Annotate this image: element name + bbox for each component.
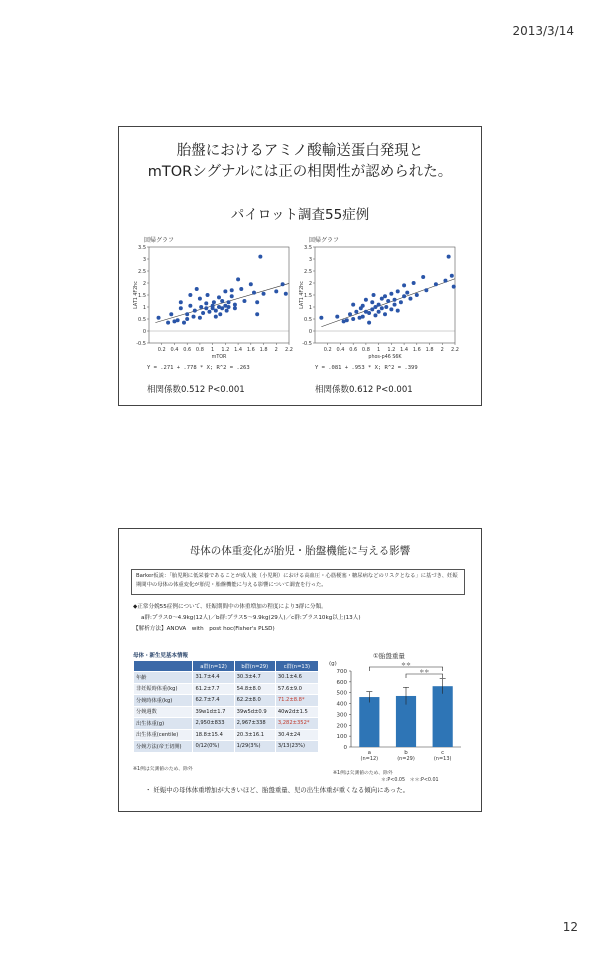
plot2-data-point [351, 303, 355, 307]
plot1-data-point [230, 294, 234, 298]
bar-category-label: b [404, 750, 408, 756]
plot2-data-point [361, 304, 365, 308]
method-line-3: 【解析方法】ANOVA with post hoc(Fisher's PLSD) [133, 626, 275, 632]
slide-2 [118, 528, 482, 812]
table-row [134, 729, 319, 741]
slide1-subtitle: パイロット調査55症例 [230, 207, 370, 223]
plot2-data-point [452, 285, 456, 289]
plot1-data-point [195, 287, 199, 291]
plot1-data-point [255, 312, 259, 316]
plot2-y-tick-label: 1 [308, 304, 312, 311]
plot1-y-tick-label: 2 [142, 280, 146, 287]
method-line-2: a群:プラス0～4.9kg(12人)／b群:プラス5～9.9kg(29人)／c群:プラス10kg以上(13人) [141, 615, 361, 621]
plot1-data-point [227, 300, 231, 304]
table-header-cell: a群(n=12) [193, 661, 234, 672]
chart-note-exclusion: ※1例は欠測値のため、除外 [333, 771, 393, 776]
table-header-cell: c群(n=13) [275, 661, 318, 672]
plot2-y-tick-label: -0.5 [302, 340, 312, 347]
maternal-neonatal-table [133, 660, 319, 753]
plot2-y-tick-label: 3.5 [304, 244, 312, 251]
plot2-data-point [399, 300, 403, 304]
plot2-data-point [396, 309, 400, 313]
plot1-y-tick-label: 0.5 [138, 316, 146, 323]
plot1-data-point [179, 306, 183, 310]
plot2-data-point [389, 292, 393, 296]
plot1-x-axis-label: mTOR [211, 355, 227, 360]
plot2-data-point [443, 279, 447, 283]
plot1-data-point [236, 277, 240, 281]
plot1-data-point [274, 289, 278, 293]
table-cell: 62.2±8.0 [234, 695, 275, 707]
plot2-data-point [380, 297, 384, 301]
bar-chart-title-text: ①胎盤重量 [373, 652, 405, 660]
plot1-data-point [255, 300, 259, 304]
plot1-data-point [252, 291, 256, 295]
table-cell: 71.2±8.8* [275, 695, 318, 707]
plot2-x-axis-label: phos-p46 S6K [368, 355, 402, 360]
bar-y-tick-label: 700 [336, 669, 347, 675]
plot1-y-tick-label: -0.5 [136, 340, 146, 347]
plot2-data-point [386, 299, 390, 303]
plot2-x-tick-label: 2 [440, 347, 444, 353]
plot2-x-tick-label: 0.6 [349, 347, 358, 353]
plot2-data-point [434, 282, 438, 286]
table-row-label: 出生体重(g) [134, 718, 193, 730]
plot1-data-point [188, 293, 192, 297]
plot2-data-point [348, 312, 352, 316]
plot1-data-point [176, 318, 180, 322]
plot2-data-point [370, 307, 374, 311]
header-date: 2013/3/14 [512, 24, 574, 38]
plot1-data-point [199, 305, 203, 309]
plot1-data-point [218, 312, 222, 316]
plot2-data-point [361, 315, 365, 319]
plot1-p-value: P<0.001 [208, 385, 245, 395]
plot2-p-value: P<0.001 [376, 385, 413, 395]
plot2-x-tick-label: 0.4 [336, 347, 345, 353]
plot2-y-tick-label: 1.5 [304, 292, 312, 299]
plot1-data-point [185, 317, 189, 321]
plot1-y-tick-label: 2.5 [138, 268, 146, 275]
plot2-data-point [421, 275, 425, 279]
bar-y-tick-label: 600 [336, 679, 347, 686]
plot1-data-point [249, 282, 253, 286]
plot1-data-point [166, 321, 170, 325]
plot2-data-point [354, 310, 358, 314]
table-cell: 2,950±833 [193, 718, 234, 730]
plot1-data-point [284, 292, 288, 296]
plot1-data-point [223, 289, 227, 293]
plot1-x-tick-label: 1.2 [221, 347, 230, 353]
plot2-data-point [424, 288, 428, 292]
plot2-data-point [450, 274, 454, 278]
plot1-x-tick-label: 2 [274, 347, 278, 353]
table-header-cell [134, 661, 193, 672]
table-cell: 40w2d±1.5 [275, 706, 318, 718]
bar-y-unit: (g) [329, 661, 337, 667]
table-header-cell: b群(n=29) [234, 661, 275, 672]
slide2-title: 母体の体重変化が胎児・胎盤機能に与える影響 [189, 545, 411, 557]
bar-a [359, 697, 379, 747]
significance-label: ＊＊ [400, 662, 412, 668]
scatter-plot-mtor [133, 241, 293, 363]
table-cell: 31.7±4.4 [193, 672, 234, 684]
plot1-x-tick-label: 1.8 [259, 347, 268, 353]
chart-note-significance: ＊:P<0.05 ＊＊:P<0.01 [381, 778, 439, 783]
bar-y-tick-label: 0 [343, 745, 347, 751]
table-row-label: 非妊娠時体重(kg) [134, 683, 193, 695]
plot2-x-tick-label: 2.2 [451, 347, 459, 353]
plot2-data-point [389, 307, 393, 311]
plot2-x-tick-label: 1 [377, 347, 381, 353]
plot2-data-point [393, 298, 397, 302]
plot2-x-tick-label: 1.6 [412, 347, 421, 353]
plot2-formula: Y = .081 + .953 * X; R^2 = .399 [315, 365, 418, 371]
plot2-data-point [415, 293, 419, 297]
table-row [134, 683, 319, 695]
plot1-data-point [220, 299, 224, 303]
plot1-y-tick-label: 1.5 [138, 292, 146, 299]
plot2-data-point [345, 318, 349, 322]
plot1-data-point [214, 315, 218, 319]
bar-y-tick-label: 200 [336, 723, 347, 730]
bar-category-label: c [441, 750, 445, 756]
plot1-data-point [188, 304, 192, 308]
bar-category-n: (n=13) [433, 756, 452, 762]
plot1-x-tick-label: 1.6 [246, 347, 255, 353]
plot2-data-point [319, 316, 323, 320]
plot1-y-tick-label: 3 [142, 256, 146, 263]
plot1-y-tick-label: 0 [142, 328, 146, 335]
plot2-y-tick-label: 3 [308, 256, 312, 263]
plot2-data-point [393, 303, 397, 307]
plot1-x-tick-label: 0.4 [170, 347, 179, 353]
method-line-1: ◆正常分娩55症例について、妊娠期間中の体重増加の程度により3群に分類。 [133, 604, 327, 610]
plot1-y-tick-label: 3.5 [138, 244, 146, 251]
plot2-x-tick-label: 0.8 [361, 347, 370, 353]
plot1-data-point [233, 303, 237, 307]
plot2-corr-value: 相関係数0.612 [315, 385, 374, 395]
plot1-x-tick-label: 0.6 [183, 347, 192, 353]
plot1-data-point [281, 282, 285, 286]
plot2-data-point [447, 255, 451, 259]
plot1-x-tick-label: 1 [211, 347, 215, 353]
plot2-x-tick-label: 0.2 [323, 347, 332, 353]
plot2-data-point [364, 298, 368, 302]
table-cell: 39w5d±0.9 [234, 706, 275, 718]
scatter-plot-s6k [299, 241, 459, 363]
placenta-weight-bar-chart [319, 657, 469, 767]
plot2-x-tick-label: 1.8 [425, 347, 434, 353]
plot2-data-point [383, 294, 387, 298]
bar-y-tick-label: 100 [336, 734, 347, 741]
plot2-data-point [405, 291, 409, 295]
table-row [134, 741, 319, 753]
page-number: 12 [562, 920, 578, 934]
plot1-plot-frame [149, 247, 289, 343]
plot2-data-point [377, 310, 381, 314]
plot2-data-point [370, 300, 374, 304]
table-row [134, 718, 319, 730]
bar-category-n: (n=12) [360, 756, 379, 762]
plot1-data-point [204, 301, 208, 305]
plot1-data-point [220, 306, 224, 310]
table-cell: 54.8±8.0 [234, 683, 275, 695]
plot2-data-point [351, 317, 355, 321]
table-cell: 3/13(23%) [275, 741, 318, 753]
plot2-data-point [367, 321, 371, 325]
plot1-correlation [147, 383, 245, 395]
table-caption: 母体・新生児基本情報 [133, 653, 189, 659]
plot2-data-point [377, 303, 381, 307]
table-row-label: 分娩時体重(kg) [134, 695, 193, 707]
plot1-data-point [230, 288, 234, 292]
table-cell: 2,967±338 [234, 718, 275, 730]
plot1-data-point [207, 310, 211, 314]
plot2-data-point [408, 297, 412, 301]
plot1-data-point [198, 316, 202, 320]
plot1-data-point [258, 255, 262, 259]
table-cell: 62.7±7.4 [193, 695, 234, 707]
plot1-data-point [169, 312, 173, 316]
bar-y-tick-label: 300 [336, 712, 347, 719]
plot2-title: 回帰グラフ [309, 237, 340, 244]
plot1-data-point [179, 300, 183, 304]
slide1-title-line1: 胎盤におけるアミノ酸輸送蛋白発現と [176, 143, 424, 159]
table-cell: 30.1±4.6 [275, 672, 318, 684]
plot2-y-axis-label: LAT1 4F2hc [300, 281, 305, 309]
bar-c [433, 686, 453, 747]
plot2-y-tick-label: 0 [308, 328, 312, 335]
table-cell: 39w1d±1.7 [193, 706, 234, 718]
table-row-label: 分娩週数 [134, 706, 193, 718]
table-row-label: 年齢 [134, 672, 193, 684]
plot1-x-tick-label: 1.4 [234, 347, 243, 353]
bar-y-tick-label: 500 [336, 690, 347, 697]
plot1-data-point [206, 293, 210, 297]
plot1-data-point [192, 315, 196, 319]
plot2-data-point [383, 312, 387, 316]
plot2-data-point [372, 293, 376, 297]
plot2-data-point [335, 315, 339, 319]
slide1-title [119, 141, 481, 183]
plot1-data-point [182, 321, 186, 325]
plot1-y-axis-label: LAT1 4F2hc [134, 281, 139, 309]
plot1-title: 回帰グラフ [144, 237, 175, 244]
plot2-y-tick-label: 2.5 [304, 268, 312, 275]
plot1-data-point [185, 312, 189, 316]
plot1-data-point [233, 306, 237, 310]
plot1-corr-value: 相関係数0.512 [147, 385, 206, 395]
bar-category-n: (n=29) [397, 756, 415, 762]
conclusion-text: ・ 妊娠中の母体体重増加が大きいほど、胎盤重量、児の出生体重が重くなる傾向にあった。 [145, 786, 409, 794]
plot1-data-point [225, 309, 229, 313]
plot1-x-tick-label: 0.8 [195, 347, 204, 353]
bar-category-label: a [367, 750, 372, 756]
plot1-data-point [193, 309, 197, 313]
bar-y-tick-label: 400 [336, 701, 347, 708]
plot1-data-point [204, 306, 208, 310]
plot1-data-point [157, 316, 161, 320]
plot2-data-point [373, 305, 377, 309]
table-row [134, 672, 319, 684]
table-cell: 18.8±15.4 [193, 729, 234, 741]
plot2-x-tick-label: 1.2 [387, 347, 396, 353]
plot1-regression-line [155, 283, 289, 322]
plot2-data-point [373, 313, 377, 317]
plot2-data-point [402, 294, 406, 298]
plot1-y-tick-label: 1 [142, 304, 146, 311]
table-cell: 0/12(0%) [193, 741, 234, 753]
table-cell: 1/29(3%) [234, 741, 275, 753]
plot1-data-point [201, 311, 205, 315]
plot2-data-point [412, 281, 416, 285]
table-header-row [134, 661, 319, 672]
table-cell: 30.4±24 [275, 729, 318, 741]
plot1-data-point [212, 300, 216, 304]
barker-hypothesis-box: Barker仮説：「胎児期に低栄養であることが成人後（小児期）における高血圧・心筋梗塞・糖尿病などのリスクとなる」に基づき、妊娠期間中の母体の体重変化が胎児・胎盤機能に与える影響について調査を行った。 [131, 569, 465, 595]
plot1-data-point [214, 309, 218, 313]
plot1-data-point [239, 287, 243, 291]
table-cell: 3,282±352* [275, 718, 318, 730]
plot2-data-point [396, 289, 400, 293]
plot1-data-point [262, 292, 266, 296]
significance-label: ＊＊ [419, 669, 430, 675]
plot1-data-point [198, 297, 202, 301]
plot2-data-point [402, 283, 406, 287]
table-row [134, 695, 319, 707]
table-row-label: 出生体重(centile) [134, 729, 193, 741]
table-row-label: 分娩方法(帝王切開) [134, 741, 193, 753]
slide1-title-line2: mTORシグナルには正の相関性が認められた。 [147, 164, 453, 180]
slide-1 [118, 126, 482, 406]
plot1-x-tick-label: 0.2 [157, 347, 166, 353]
table-cell: 20.3±16.1 [234, 729, 275, 741]
table-row [134, 706, 319, 718]
plot1-data-point [242, 299, 246, 303]
plot2-x-tick-label: 1.4 [400, 347, 409, 353]
plot2-y-tick-label: 0.5 [304, 316, 312, 323]
plot2-data-point [384, 305, 388, 309]
plot2-correlation [315, 383, 413, 395]
table-cell: 57.6±9.0 [275, 683, 318, 695]
plot1-formula: Y = .271 + .778 * X; R^2 = .263 [147, 365, 250, 371]
plot1-data-point [217, 295, 221, 299]
plot1-x-tick-label: 2.2 [285, 347, 293, 353]
plot2-data-point [380, 306, 384, 310]
table-note: ※1例は欠測値のため、除外 [133, 767, 193, 772]
table-cell: 30.3±4.7 [234, 672, 275, 684]
plot2-data-point [367, 311, 371, 315]
plot1-data-point [211, 306, 215, 310]
plot1-data-point [227, 305, 231, 309]
plot2-y-tick-label: 2 [308, 280, 312, 287]
table-cell: 61.2±7.7 [193, 683, 234, 695]
